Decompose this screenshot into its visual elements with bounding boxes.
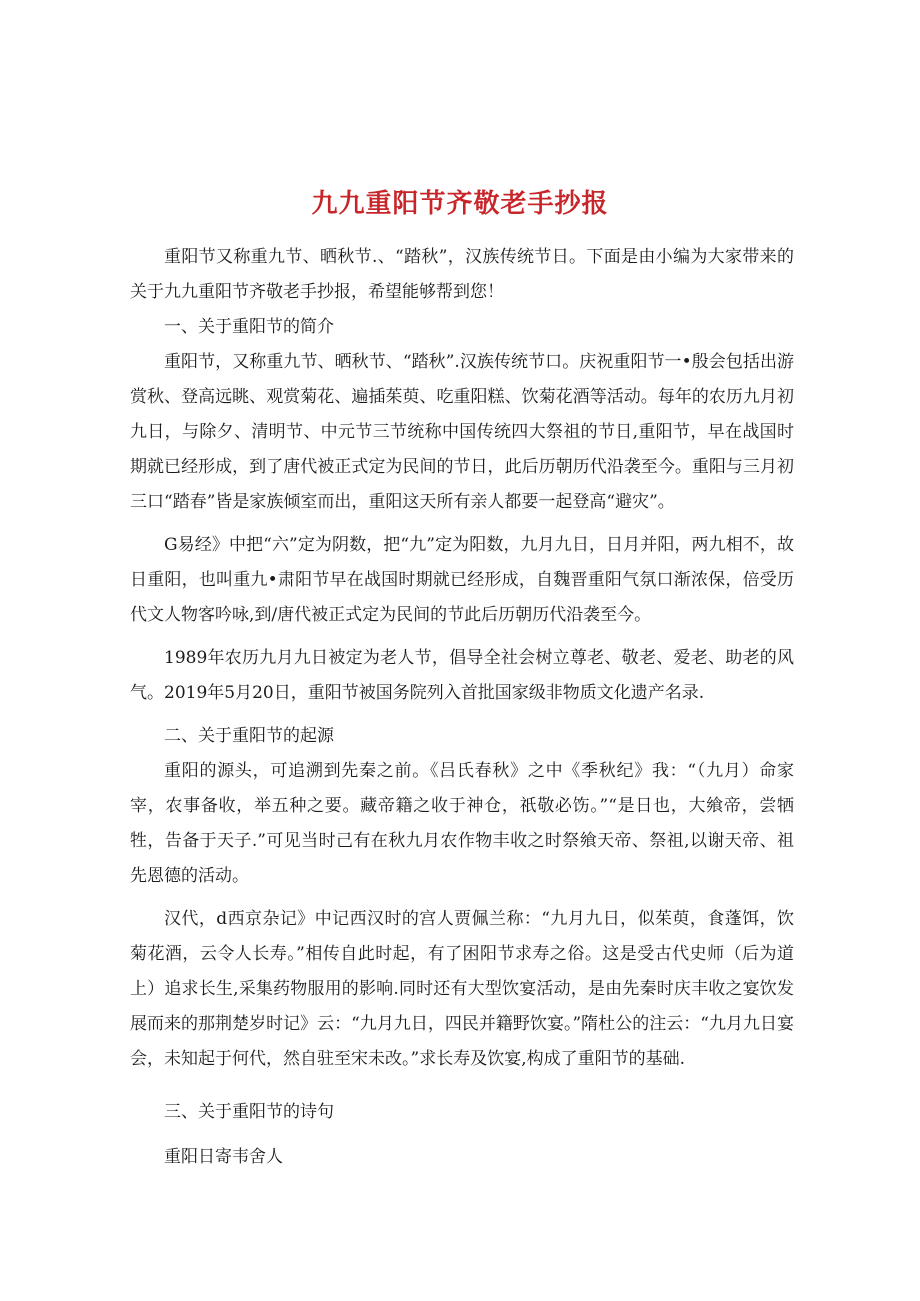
section-heading-poems: 三、关于重阳节的诗句	[164, 1102, 334, 1122]
section1-paragraph-1: 重阳节，又称重九节、晒秋节、“踏秋”.汉族传统节口。庆祝重阳节一•殷会包括出游赏秋、登高远眺、观赏菊花、遍插茱萸、吃重阳糕、饮菊花酒等活动。每年的农历九月初九日，与除夕、清明节、中元节三节统称中国传统四大祭祖的节日,重阳节，早在战国时期就已经形成，到了唐代被正式定为民间的节日，此后历朝历代沿袭至今。重阳与三月初三口“踏春”皆是家族倾室而出，重阳这天所有亲人都要一起登高“避灾”。	[130, 352, 794, 512]
section2-paragraph-2: 汉代，d西京杂记》中记西汉时的宫人贾佩兰称：“九月九日，似茱萸，食蓬饵，饮菊花酒，云令人长寿。”相传自此时起，有了困阳节求寿之俗。这是受古代史师（后为道上）追求长生,采集药物服用的影响.同时还有大型饮宴活动，是由先秦时庆丰收之宴饮发展而来的那荆楚岁时记》云：“九月九日，四民并籍野饮宴。”隋杜公的注云：“九月九日宴会，未知起于何代，然自驻至宋未改。”求长寿及饮宴,构成了重阳节的基础.	[130, 909, 794, 1069]
document-body	[130, 240, 794, 1175]
intro-paragraph: 重阳节又称重九节、晒秋节.、“踏秋”，汉族传统节日。下面是由小编为大家带来的关于九九重阳节齐敬老手抄报，希望能够帮到您！	[130, 247, 794, 302]
poem-title: 重阳日寄韦舍人	[164, 1147, 283, 1167]
section2-paragraph-1: 重阳的源头，可追溯到先秦之前。《吕氏春秋》之中《季秋纪》我：“（九月）命家宰，农事备收，举五种之要。藏帝籍之收于神仓，祇敬必饬。”“是日也，大飨帝，尝牺牲，告备于天子.”可见当时己有在秋九月农作物丰收之时祭飨天帝、祭祖,以谢天帝、祖先恩德的活动。	[130, 761, 794, 886]
section1-paragraph-2: G易经》中把“六”定为阴数，把“九”定为阳数，九月九日，日月并阳，两九相不，故日重阳，也叫重九•肃阳节早在战国时期就已经形成，自魏晋重阳气氛口渐浓保，倍受历代文人物客吟咏,到/唐代被正式定为民间的节此后历朝历代沿袭至今。	[130, 535, 794, 625]
document-title: 九九重阳节齐敬老手抄报	[311, 189, 609, 220]
section-heading-origin: 二、关于重阳节的起源	[164, 726, 334, 746]
section1-paragraph-3: 1989年农历九月九日被定为老人节，倡导全社会树立尊老、敬老、爱老、助老的风气。2019年5月20日，重阳节被国务院列入首批国家级非物质文化遗产名录.	[130, 648, 794, 703]
section-heading-intro: 一、关于重阳节的简介	[164, 317, 334, 337]
